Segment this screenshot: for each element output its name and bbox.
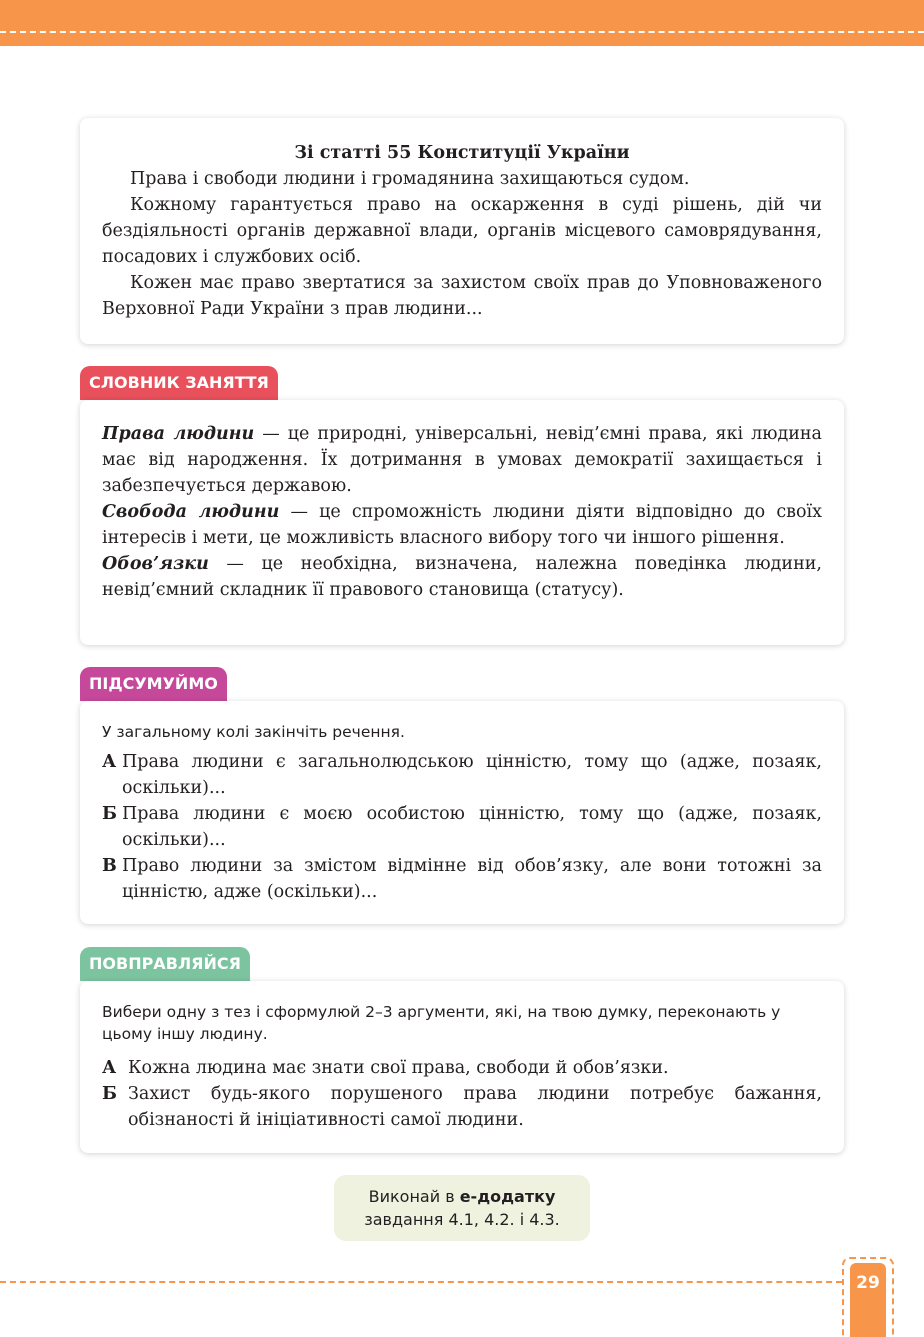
- callout-line-1: [334, 1185, 590, 1208]
- glossary-label: СЛОВНИК ЗАНЯТТЯ: [80, 366, 278, 400]
- constitution-quote-card: [80, 118, 844, 344]
- item-letter: В: [102, 856, 117, 876]
- quote-title: Зі статті 55 Конституції України: [294, 143, 630, 163]
- callout-prefix: Виконай в: [368, 1187, 460, 1206]
- summary-instruction: У загальному колі закінчіть речення.: [102, 723, 405, 741]
- item-letter: А: [102, 752, 117, 772]
- glossary-definition: — це необхідна, визначена, належна поведінка людини, невід’ємний складник її правового становища (статусу).: [102, 554, 822, 600]
- list-item: [102, 1055, 822, 1081]
- list-item: [102, 853, 822, 905]
- item-text: Право людини за змістом відмінне від обов’язку, але вони тотожні за цінністю, адже (оскільки)...: [122, 856, 822, 902]
- e-supplement-callout: [334, 1175, 590, 1241]
- practice-instruction: Вибери одну з тез і сформулюй 2–3 аргументи, які, на твою думку, переконають у цьому іншу людину.: [102, 1003, 781, 1043]
- item-letter: А: [102, 1058, 117, 1078]
- list-item: [102, 1081, 822, 1133]
- glossary-term: Права людини: [102, 424, 255, 444]
- summary-label: ПІДСУМУЙМО: [80, 667, 227, 701]
- glossary-term: Свобода людини: [102, 502, 280, 522]
- item-text: Кожна людина має знати свої права, свободи й обов’язки.: [128, 1058, 669, 1078]
- practice-label: ПОВПРАВЛЯЙСЯ: [80, 947, 250, 981]
- glossary-entry: [102, 421, 822, 499]
- quote-paragraph-1: Права і свободи людини і громадянина захищаються судом.: [130, 169, 690, 189]
- item-text: Права людини є загальнолюдською цінністю, тому що (адже, позаяк, оскільки)...: [122, 752, 822, 798]
- glossary-card: [80, 400, 844, 645]
- callout-bold: е-додатку: [459, 1187, 556, 1206]
- glossary-definition: — це природні, універсальні, невід’ємні права, які людина має від народження. Їх дотримання в умовах демократії захищається і забезпечується державою.: [102, 424, 822, 496]
- item-text: Права людини є моєю особистою цінністю, тому що (адже, позаяк, оскільки)...: [122, 804, 822, 850]
- item-letter: Б: [102, 804, 117, 824]
- bottom-dashed-line: [0, 1281, 842, 1283]
- top-decorative-bar: [0, 0, 924, 46]
- page-number: 29: [850, 1263, 886, 1337]
- glossary-term: Обов’язки: [102, 554, 209, 574]
- summary-card: [80, 701, 844, 924]
- item-text: Захист будь-якого порушеного права людини потребує бажання, обізнаності й ініціативності самої людини.: [128, 1084, 822, 1130]
- list-item: [102, 801, 822, 853]
- quote-paragraph-3: Кожен має право звертатися за захистом своїх прав до Уповноваженого Верховної Ради України з прав людини...: [102, 273, 822, 319]
- top-dashed-line: [0, 31, 924, 33]
- glossary-entry: [102, 551, 822, 603]
- glossary-entry: [102, 499, 822, 551]
- callout-line-2: завдання 4.1, 4.2. і 4.3.: [364, 1210, 560, 1229]
- list-item: [102, 749, 822, 801]
- quote-paragraph-2: Кожному гарантується право на оскарження в суді рішень, дій чи бездіяльності органів державної влади, органів місцевого самоврядування, посадових і службових осіб.: [102, 195, 822, 267]
- practice-card: [80, 981, 844, 1153]
- item-letter: Б: [102, 1084, 117, 1104]
- glossary-definition: — це спроможність людини діяти відповідно до своїх інтересів і мети, це можливість власного вибору того чи іншого рішення.: [102, 502, 822, 548]
